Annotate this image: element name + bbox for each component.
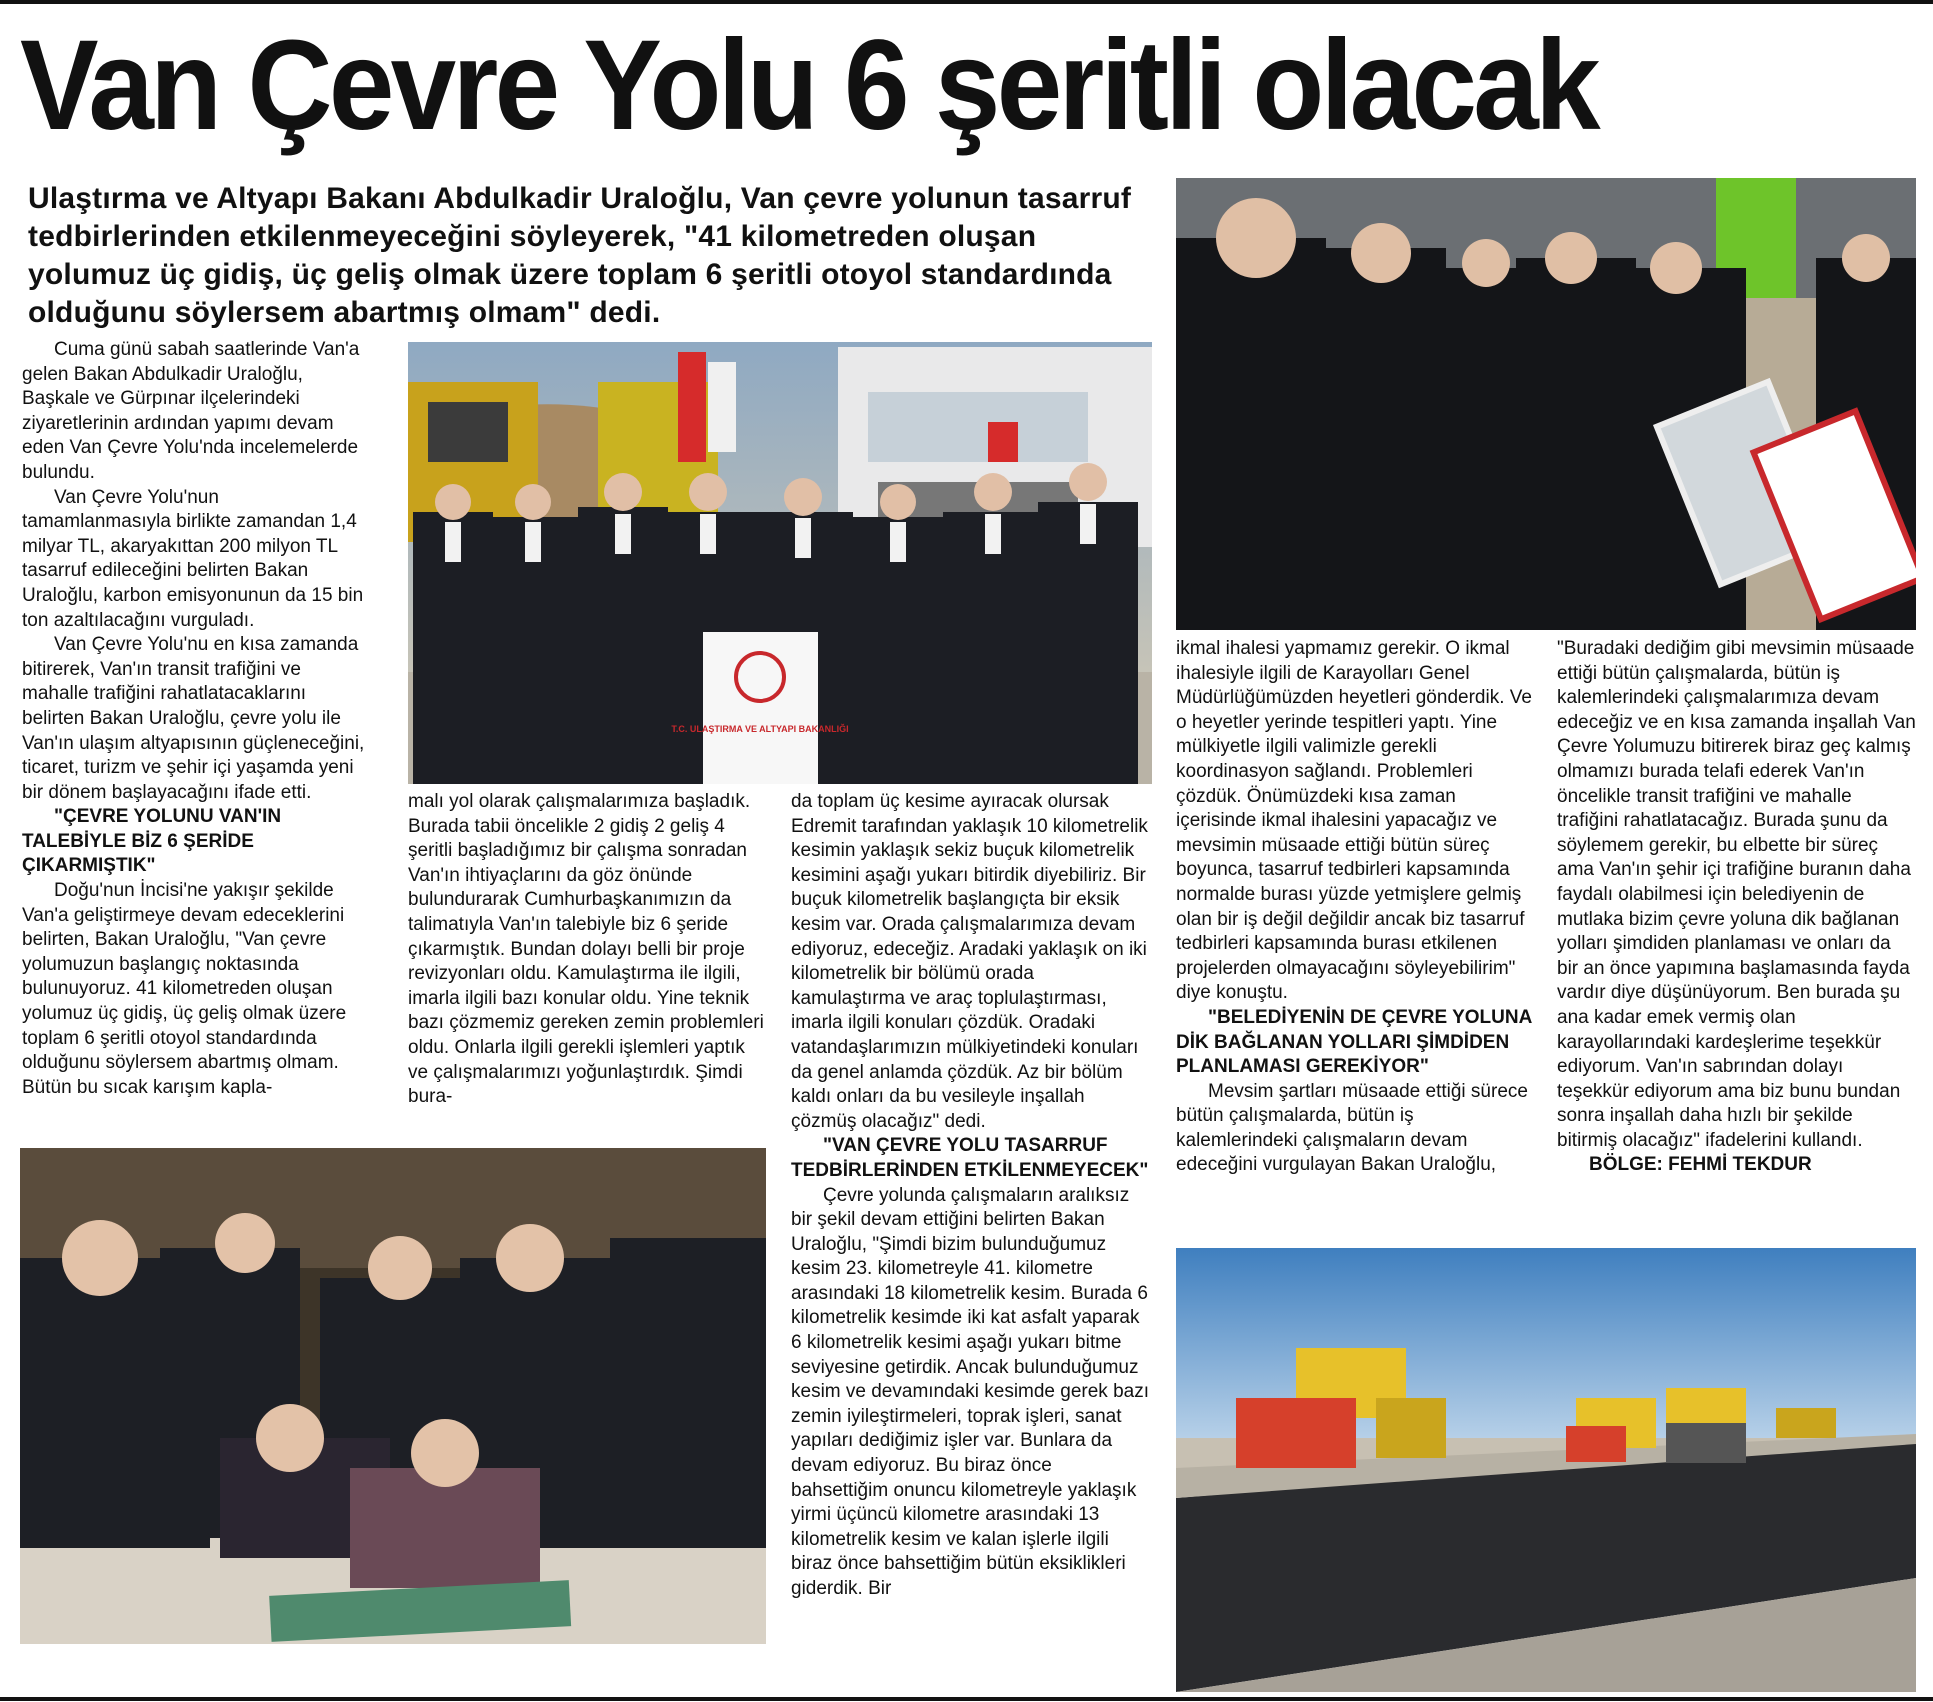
paragraph: Van Çevre Yolu'nu en kısa zamanda bitirerek, Van'ın transit trafiğini ve mahalle trafiğini rahatlatacaklarını belirten Bakan Uraloğlu, çevre yolu ile Van'ın ulaşım altyapısının güçleneceğini, ticaret, turizm ve şehir içi yaşamda yeni bir dönem başlayacağını ifade etti. [22, 634, 365, 803]
article-column-1 [22, 338, 372, 1100]
byline: BÖLGE: FEHMİ TEKDUR [1589, 1154, 1812, 1176]
paragraph: Mevsim şartları müsaade ettiği sürece bütün çalışmalarda, bütün iş kalemlerindeki çalışmaların devam edeceğini vurgulayan Bakan Uraloğlu, [1176, 1080, 1528, 1176]
paragraph: Van Çevre Yolu'nun tamamlanmasıyla birlikte zamandan 1,4 milyar TL, akaryakıttan 200 milyon TL tasarruf edileceğini belirten Bakan Uraloğlu, karbon emisyonunun da 15 bin ton azaltılacağını vurguladı. [22, 486, 364, 631]
podium-text: T.C. ULAŞTIRMA VE ALTYAPI BAKANLIĞI [671, 724, 849, 734]
photo-press-conference [408, 342, 1152, 784]
paragraph: Doğu'nun İncisi'ne yakışır şekilde Van'a geliştirmeye devam edeceklerini belirten, Bakan Uraloğlu, "Van çevre yolumuzun başlangıç noktasında bulunuyoruz. 41 kilometreden oluşan yolumuz üç gidiş, üç geliş olmak üzere toplam 6 şeritli otoyol standardında olduğunu söylersem abartmış olmam. Bütün bu sıcak karışım kapla- [22, 880, 347, 1098]
subheading: "VAN ÇEVRE YOLU TASARRUF TEDBİRLERİNDEN ETKİLENMEYECEK" [791, 1135, 1149, 1181]
top-rule [0, 0, 1933, 4]
subheading: "ÇEVRE YOLUNU VAN'IN TALEBİYLE BİZ 6 ŞERİDE ÇIKARMIŞTIK" [22, 806, 282, 877]
subheading: "BELEDİYENİN DE ÇEVRE YOLUNA DİK BAĞLANAN YOLLARI ŞİMDİDEN PLANLAMASI GEREKİYOR" [1176, 1006, 1532, 1078]
paragraph: malı yol olarak çalışmalarımıza başladık. Burada tabii öncelikle 2 gidiş 2 geliş 4 şeritli başladığımız bir çalışma sonradan Van'ın ihtiyaçlarını da göz önünde bulundurarak Cumhurbaşkanımızın da talimatıyla Van'ın talebiyle biz 6 şeride çıkarmıştık. Bundan dolayı belli bir proje revizyonları oldu. Kamulaştırma ile ilgili, imarla ilgili bazı konular oldu. Yine teknik bazı çözmemiz gereken zemin problemleri oldu. Onlarla ilgili gerekli işlemleri yaptık ve çalışmalarımızı yoğunlaştırdık. Şimdi bura- [408, 791, 764, 1108]
lead-paragraph: Ulaştırma ve Altyapı Bakanı Abdulkadir Uraloğlu, Van çevre yolunun tasarruf tedbirlerinden etkilenmeyeceğini söyleyerek, "41 kilometreden oluşan yolumuz üç gidiş, üç geliş olmak üzere toplam 6 şeritli otoyol standardında olduğunu söylersem abartmış olmam" dedi. [28, 182, 1132, 329]
article-column-3 [791, 790, 1151, 1602]
paragraph: da toplam üç kesime ayıracak olursak Edremit tarafından yaklaşık 10 kilometrelik kesimin yaklaşık sekiz buçuk kilometrelik kesimini aşağı yukarı bitirdik diyebiliriz. Bir buçuk kilometrelik başlangıçta bir eksik kesim var. Orada çalışmalarımıza devam ediyoruz, edeceğiz. Aradaki yaklaşık on iki kilometrelik bir bölümü orada kamulaştırma ve araç toplulaştırması, imarla ilgili konuları çözdük. Oradaki vatandaşlarımızın mülkiyetindeki konuları da genel anlamda çözdük. Az bir bölüm kaldı onları da bu vesileyle inşallah çözmüş olacağız" dedi. [791, 791, 1148, 1132]
article-column-4 [1176, 637, 1536, 1178]
article-column-5 [1557, 637, 1917, 1178]
paragraph: "Buradaki dediğim gibi mevsimin müsaade ettiği bütün çalışmalarda, bütün iş kalemlerindeki çalışmalarımıza devam edeceğiz ve en kısa zamanda inşallah Van Çevre Yolumuzu bitirerek biraz geç kalmış olmamızı burada telafi ederek Van'ın öncelikle transit trafiğini ve mahalle trafiğini rahatlatacağız. Burada şunu da söylemem gerekir, bu elbette bir süreç ama Van'ın şehir içi trafiğine buranın daha faydalı olabilmesi için belediyenin de mutlaka bizim çevre yoluna dik bağlanan yolları şimdiden planlaması ve onları da bir an önce yapımına başlamasında fayda vardır diye düşünüyorum. Ben burada şu ana kadar emek vermiş olan karayollarındaki kardeşlerime teşekkür ediyorum. Van'ın sabrından dolayı teşekkür ediyorum ama biz bunu bundan sonra inşallah daha hızlı bir şekilde bitirmiş olacağız" ifadelerini kullandı. [1557, 638, 1916, 1151]
photo-map-meeting [20, 1148, 766, 1644]
headline: Van Çevre Yolu 6 şeritli olacak [20, 14, 1597, 157]
paragraph: Cuma günü sabah saatlerinde Van'a gelen Bakan Abdulkadir Uraloğlu, Başkale ve Gürpınar ilçelerindeki ziyaretlerinin ardından yapımı devam eden Van Çevre Yolu'nda incelemelerde bulundu. [22, 339, 360, 483]
article-column-2 [408, 790, 768, 1110]
bottom-rule [0, 1697, 1933, 1701]
paragraph: ikmal ihalesi yapmamız gerekir. O ikmal ihalesiyle ilgili de Karayolları Genel Müdürlüğümüzden heyetleri gönderdik. Ve o heyetler yerinde tespitleri yaptı. Yine mülkiyetle ilgili valimizle gerekli koordinasyon sağlandı. Problemleri çözdük. Önümüzdeki kısa zaman içerisinde ikmal ihalesini yapacağız ve mevsimin müsaade ettiği bütün süreç boyunca, tasarruf tedbirleri kapsamında normalde burası yüzde yetmişlere gelmiş olan bir iş değil değildir ancak biz tasarruf tedbirleri kapsamında burası etkilenen projelerden olmayacağını söyleyebilirim" diye konuştu. [1176, 638, 1532, 1004]
paragraph: Çevre yolunda çalışmaların aralıksız bir şekil devam ettiğini belirten Bakan Uraloğlu, "Şimdi bizim bulunduğumuz kesim 23. kilometreyle 41. kilometre arasındaki 18 kilometrelik kesim. Burada 6 kilometrelik kesimde iki kat asfalt yaparak 6 kilometrelik kesimi aşağı yukarı bitme seviyesine getirdik. Ancak bulunduğumuz kesim ve devamındaki kesimde gerek bazı zemin iyileştirmeleri, toprak işleri, sanat yapıları dediğimiz işler var. Bunlara da devam ediyoruz. Bu biraz önce bahsettiğim onuncu kilometreyle yaklaşık yirmi üçüncü kilometre arasındaki 13 kilometrelik kesim ve kalan işlerle ilgili biraz önce bahsettiğim bütün eksiklikleri giderdik. Bir [791, 1184, 1149, 1599]
photo-site-inspection [1176, 178, 1916, 630]
photo-road-paving [1176, 1248, 1916, 1692]
